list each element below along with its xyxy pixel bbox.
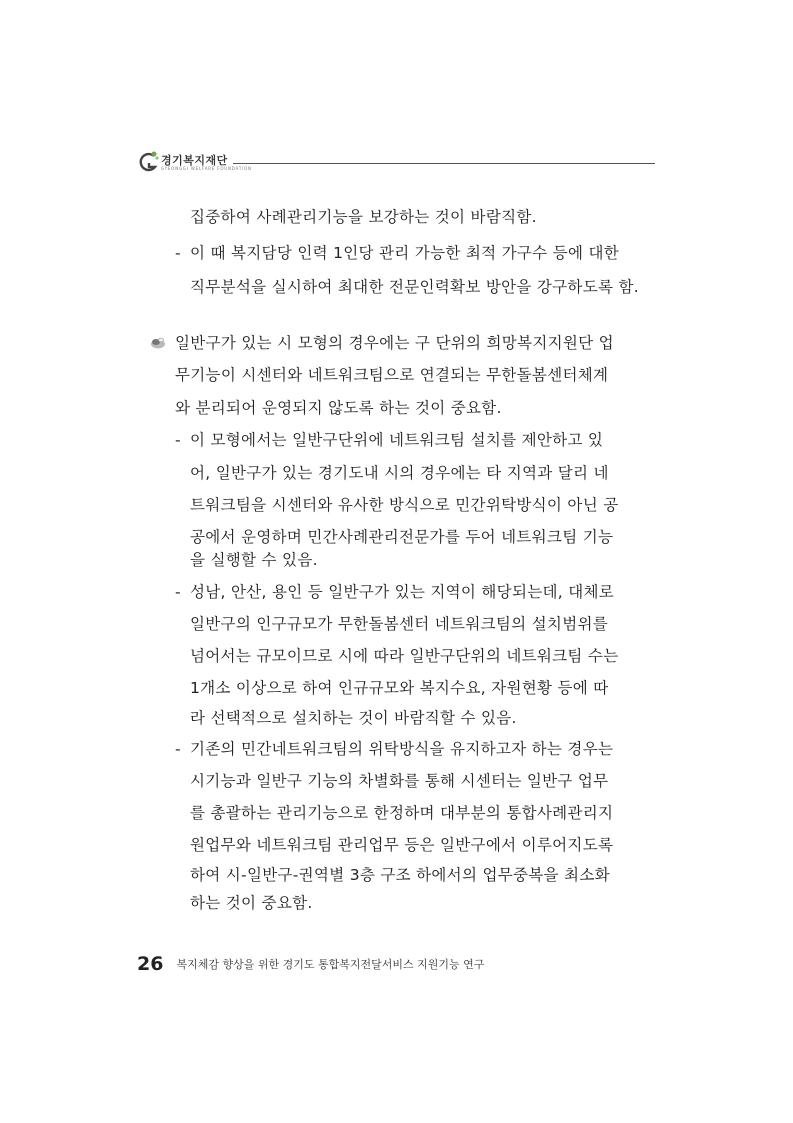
body-line: 어, 일반구가 있는 경기도내 시의 경우에는 타 지역과 달리 네 — [190, 464, 609, 482]
header-divider — [233, 163, 655, 164]
bullet-icon — [150, 335, 166, 349]
body-line: 성남, 안산, 용인 등 일반구가 있는 지역이 해당되는데, 대체로 — [190, 583, 615, 601]
dash-marker: - — [175, 244, 181, 262]
body-line: 트워크팀을 시센터와 유사한 방식으로 민간위탁방식이 아닌 공 — [190, 496, 619, 514]
org-name: 경기복지재단 — [161, 154, 228, 167]
body-line: 기존의 민간네트워크팀의 위탁방식을 유지하고자 하는 경우는 — [190, 740, 614, 758]
running-footer — [137, 953, 484, 977]
footer-title: 복지체감 향상을 위한 경기도 통합복지전달서비스 지원기능 연구 — [176, 958, 485, 971]
body-line: 이 때 복지담당 인력 1인당 관리 가능한 최적 가구수 등에 대한 — [190, 244, 619, 262]
body-line: 직무분석을 실시하여 최대한 전문인력확보 방안을 강구하도록 함. — [190, 278, 639, 296]
body-line: 하여 시-일반구-권역별 3층 구조 하에서의 업무중복을 최소화 — [190, 866, 610, 884]
dash-marker: - — [175, 740, 181, 758]
body-line: 넘어서는 규모이므로 시에 따라 일반구단위의 네트워크팀 수는 — [190, 647, 619, 665]
body-line: 공에서 운영하며 민간사례관리전문가를 두어 네트워크팀 기능 — [190, 528, 614, 546]
body-line: 를 총괄하는 관리기능으로 한정하며 대부분의 통합사례관리지 — [190, 804, 614, 822]
body-line: 1개소 이상으로 하여 인규규모와 복지수요, 자원현황 등에 따 — [190, 679, 609, 697]
page-number: 26 — [137, 953, 164, 975]
running-header — [137, 146, 657, 178]
body-line: 와 분리되어 운영되지 않도록 하는 것이 중요함. — [175, 399, 502, 417]
body-line: 시기능과 일반구 기능의 차별화를 통해 시센터는 일반구 업무 — [190, 772, 609, 790]
dash-marker: - — [175, 431, 181, 449]
body-line: 집중하여 사례관리기능을 보강하는 것이 바람직함. — [190, 208, 537, 226]
body-line: 일반구의 인구규모가 무한돌봄센터 네트워크팀의 설치범위를 — [190, 615, 609, 633]
body-line: 이 모형에서는 일반구단위에 네트워크팀 설치를 제안하고 있 — [190, 431, 604, 449]
dash-marker: - — [175, 583, 181, 601]
body-line: 일반구가 있는 시 모형의 경우에는 구 단위의 희망복지지원단 업 — [175, 334, 614, 352]
body-line: 무기능이 시센터와 네트워크팀으로 연결되는 무한돌봄센터체계 — [175, 366, 609, 384]
body-line: 을 실행할 수 있음. — [190, 551, 318, 569]
foundation-logo-icon — [137, 150, 159, 174]
body-line: 하는 것이 중요함. — [190, 894, 313, 912]
org-subtitle: GYEONGGI WELFARE FOUNDATION — [161, 166, 252, 171]
body-line: 원업무와 네트워크팀 관리업무 등은 일반구에서 이루어지도록 — [190, 836, 614, 854]
body-line: 라 선택적으로 설치하는 것이 바람직할 수 있음. — [190, 709, 517, 727]
